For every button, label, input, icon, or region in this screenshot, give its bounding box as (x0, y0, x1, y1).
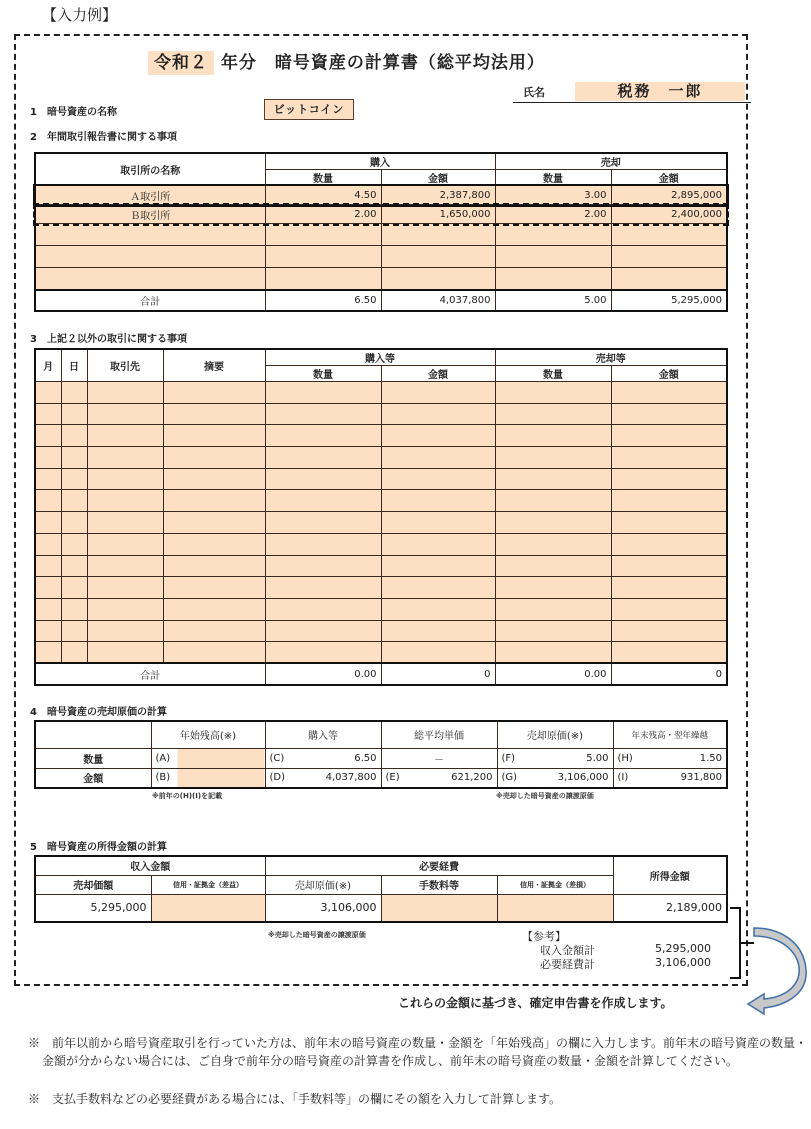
counterparty-cell[interactable] (87, 598, 163, 620)
era-field[interactable]: 令和２ (148, 51, 214, 75)
name-row (513, 82, 751, 103)
month-cell[interactable] (35, 447, 61, 469)
expense-total-value: 3,106,000 (655, 956, 711, 969)
buy-amount-cell[interactable] (381, 425, 495, 447)
sell-amount-cell[interactable] (611, 512, 727, 534)
table-row (35, 620, 727, 642)
misc-loss-cell[interactable] (497, 894, 613, 922)
corner-cell (35, 721, 151, 748)
sell-qty-cell[interactable] (495, 268, 611, 290)
income-total-label: 収入金額計 (540, 944, 595, 957)
sell-amount-cell[interactable] (611, 490, 727, 512)
counterparty-cell[interactable] (87, 447, 163, 469)
section3-heading: 3 上記２以外の取引に関する事項 (30, 334, 187, 345)
purchase-qty-cell (265, 748, 381, 768)
income-total-value: 5,295,000 (655, 942, 711, 955)
day-cell[interactable] (61, 512, 87, 534)
counterparty-cell[interactable] (87, 642, 163, 664)
table-row (35, 205, 727, 224)
col-buy-amount: 金額 (381, 170, 495, 186)
buy-qty-cell[interactable] (265, 468, 381, 490)
col-buy-amount: 金額 (381, 366, 495, 382)
section5-heading: 5 暗号資産の所得金額の計算 (30, 842, 167, 853)
sell-qty-cell[interactable] (495, 246, 611, 268)
buy-amount-cell[interactable] (381, 224, 495, 246)
counterparty-cell[interactable] (87, 555, 163, 577)
col-closing: 年末残高・翌年繰越 (613, 721, 727, 748)
summary-cell[interactable] (163, 642, 265, 664)
buy-amount-cell[interactable]: 2,387,800 (381, 186, 495, 205)
table-row (35, 577, 727, 599)
col-summary: 摘要 (163, 349, 265, 382)
col-sell: 売却 (495, 153, 727, 170)
exchange-cell[interactable] (35, 224, 265, 246)
col-expense: 必要経費 (265, 856, 613, 875)
buy-qty-cell[interactable]: 4.50 (265, 186, 381, 205)
sell-amount-cell[interactable] (611, 382, 727, 404)
buy-amount-cell[interactable] (381, 382, 495, 404)
buy-amount-cell[interactable] (381, 620, 495, 642)
table-row (35, 533, 727, 555)
cost-qty-cell (497, 748, 613, 768)
sell-amount-cell[interactable] (611, 642, 727, 664)
buy-qty-cell[interactable] (265, 598, 381, 620)
sell-qty-cell[interactable] (495, 224, 611, 246)
sell-qty-cell[interactable] (495, 425, 611, 447)
table-row (35, 224, 727, 246)
sell-qty-cell[interactable] (495, 598, 611, 620)
day-cell[interactable] (61, 642, 87, 664)
footnote-1: ※ 前年以前から暗号資産取引を行っていた方は、前年末の暗号資産の数量・金額を「年始残高」の欄に入力します。前年末の暗号資産の数量・金額が分からない場合には、ご自身で前年分の暗号資産の計算書を作成し、前年末の暗号資産の数量・金額を計算してください。 (28, 1036, 808, 1068)
note-cost: ※売却した暗号資産の譲渡原価 (496, 792, 594, 800)
income-amount-cell: 2,189,000 (613, 894, 727, 922)
summary-cell[interactable] (163, 598, 265, 620)
sell-qty-cell[interactable] (495, 555, 611, 577)
col-sell-qty: 数量 (495, 366, 611, 382)
counterparty-cell[interactable] (87, 620, 163, 642)
table-row (35, 268, 727, 290)
summary-cell[interactable] (163, 512, 265, 534)
income-calc-table (34, 855, 728, 923)
exchange-cell[interactable] (35, 268, 265, 290)
table-row (35, 490, 727, 512)
sell-amount-cell[interactable] (611, 447, 727, 469)
buy-amount-cell[interactable] (381, 403, 495, 425)
col-income-amount: 所得金額 (613, 856, 727, 894)
counterparty-cell[interactable] (87, 533, 163, 555)
month-cell[interactable] (35, 620, 61, 642)
buy-qty-cell[interactable] (265, 512, 381, 534)
col-month: 月 (35, 349, 61, 382)
avg-amount-value: 621,200 (451, 772, 493, 784)
code-d: (D) (269, 772, 286, 784)
section2-heading: 2 年間取引報告書に関する事項 (30, 132, 177, 143)
buy-qty-cell[interactable] (265, 382, 381, 404)
code-c: (C) (269, 752, 285, 764)
code-g: (G) (501, 772, 518, 784)
amount-row (35, 768, 727, 788)
callout-text: これらの金額に基づき、確定申告書を作成します。 (398, 996, 673, 1010)
table-row (35, 468, 727, 490)
name-label: 氏名 (523, 86, 545, 99)
day-cell[interactable] (61, 403, 87, 425)
page-title (148, 48, 545, 73)
sell-amount-cell[interactable] (611, 268, 727, 290)
buy-qty-cell[interactable] (265, 533, 381, 555)
total-sell-amount: 0 (611, 663, 727, 685)
day-cell[interactable] (61, 468, 87, 490)
day-cell[interactable] (61, 555, 87, 577)
curved-arrow-icon (728, 900, 811, 1020)
table-row (35, 403, 727, 425)
example-label: 【入力例】 (42, 6, 118, 24)
day-cell[interactable] (61, 490, 87, 512)
cost-amount-cell (497, 768, 613, 788)
day-cell[interactable] (61, 598, 87, 620)
sell-qty-cell[interactable] (495, 490, 611, 512)
col-misc-income: 信用・証拠金（差益） (151, 875, 265, 894)
summary-cell[interactable] (163, 382, 265, 404)
sell-amount-cell[interactable]: 2,400,000 (611, 205, 727, 224)
counterparty-cell[interactable] (87, 425, 163, 447)
col-sell: 売却等 (495, 349, 727, 366)
table-row (35, 186, 727, 205)
fees-cell[interactable] (381, 894, 497, 922)
buy-qty-cell[interactable] (265, 490, 381, 512)
table-row (35, 512, 727, 534)
summary-cell[interactable] (163, 447, 265, 469)
buy-amount-cell[interactable] (381, 468, 495, 490)
col-buy-qty: 数量 (265, 366, 381, 382)
sell-qty-cell[interactable] (495, 533, 611, 555)
total-buy-qty: 0.00 (265, 663, 381, 685)
summary-cell[interactable] (163, 533, 265, 555)
col-counterparty: 取引先 (87, 349, 163, 382)
cost-amount-value: 3,106,000 (557, 772, 609, 784)
sell-qty-cell[interactable]: 2.00 (495, 205, 611, 224)
opening-qty-cell[interactable] (151, 748, 265, 768)
name-field[interactable]: 税務 一郎 (575, 82, 745, 101)
buy-qty-cell[interactable] (265, 642, 381, 664)
total-row (35, 663, 727, 685)
summary-cell[interactable] (163, 620, 265, 642)
col-exchange: 取引所の名称 (35, 153, 265, 186)
buy-amount-cell[interactable] (381, 490, 495, 512)
purchase-qty-value: 6.50 (354, 752, 377, 764)
sell-amount-cell[interactable] (611, 425, 727, 447)
month-cell[interactable] (35, 598, 61, 620)
code-e: (E) (385, 772, 400, 784)
total-buy-qty: 6.50 (265, 290, 381, 311)
title-text: 年分 暗号資産の計算書（総平均法用） (214, 53, 545, 73)
sell-amount-cell[interactable] (611, 224, 727, 246)
summary-cell[interactable] (163, 468, 265, 490)
closing-qty-value: 1.50 (699, 752, 722, 764)
sell-qty-cell[interactable] (495, 577, 611, 599)
sell-qty-cell[interactable] (495, 620, 611, 642)
col-buy: 購入等 (265, 349, 495, 366)
sell-amount-cell[interactable] (611, 620, 727, 642)
month-cell[interactable] (35, 555, 61, 577)
buy-amount-cell[interactable]: 1,650,000 (381, 205, 495, 224)
sell-amount-cell[interactable]: 2,895,000 (611, 186, 727, 205)
buy-amount-cell[interactable] (381, 246, 495, 268)
sell-amount-cell[interactable] (611, 598, 727, 620)
day-cell[interactable] (61, 382, 87, 404)
month-cell[interactable] (35, 512, 61, 534)
col-misc-loss: 信用・証拠金（差損） (497, 875, 613, 894)
total-label: 合計 (35, 663, 265, 685)
sell-qty-cell[interactable] (495, 468, 611, 490)
total-label: 合計 (35, 290, 265, 311)
buy-qty-cell[interactable] (265, 555, 381, 577)
day-cell[interactable] (61, 620, 87, 642)
summary-cell[interactable] (163, 403, 265, 425)
other-transactions-body (35, 382, 727, 664)
qty-row (35, 748, 727, 768)
asset-name-field[interactable]: ビットコイン (264, 99, 354, 120)
counterparty-cell[interactable] (87, 403, 163, 425)
sale-price-cell: 5,295,000 (35, 894, 151, 922)
day-cell[interactable] (61, 447, 87, 469)
month-cell[interactable] (35, 533, 61, 555)
col-day: 日 (61, 349, 87, 382)
month-cell[interactable] (35, 490, 61, 512)
col-sell-qty: 数量 (495, 170, 611, 186)
summary-cell[interactable] (163, 425, 265, 447)
avg-amount-cell (381, 768, 497, 788)
month-cell[interactable] (35, 382, 61, 404)
counterparty-cell[interactable] (87, 468, 163, 490)
cost-qty-value: 5.00 (586, 752, 609, 764)
other-transactions-table (34, 348, 728, 686)
sell-amount-cell[interactable] (611, 533, 727, 555)
sell-amount-cell[interactable] (611, 403, 727, 425)
buy-qty-cell[interactable] (265, 577, 381, 599)
sell-amount-cell[interactable] (611, 468, 727, 490)
total-sell-qty: 0.00 (495, 663, 611, 685)
row-label-amount: 金額 (35, 768, 151, 788)
exchange-cell[interactable]: Ｂ取引所 (35, 205, 265, 224)
purchase-amount-cell (265, 768, 381, 788)
col-fees: 手数料等 (381, 875, 497, 894)
code-b: (B) (155, 772, 171, 784)
code-a: (A) (155, 752, 171, 764)
code-f: (F) (501, 752, 516, 764)
sell-amount-cell[interactable] (611, 246, 727, 268)
col-opening: 年始残高(※) (151, 721, 265, 748)
col-sale-price: 売却価額 (35, 875, 151, 894)
sell-qty-cell[interactable] (495, 447, 611, 469)
table-row (35, 447, 727, 469)
table-row (35, 246, 727, 268)
buy-amount-cell[interactable] (381, 598, 495, 620)
misc-income-cell[interactable] (151, 894, 265, 922)
cost-calc-table (34, 720, 728, 789)
month-cell[interactable] (35, 577, 61, 599)
reference-title: 【参考】 (522, 930, 566, 943)
col-income: 収入金額 (35, 856, 265, 875)
total-buy-amount: 0 (381, 663, 495, 685)
note-opening: ※前年の(H)(I)を記載 (152, 792, 223, 800)
summary-cell[interactable] (163, 577, 265, 599)
sell-amount-cell[interactable] (611, 555, 727, 577)
buy-qty-cell[interactable] (265, 425, 381, 447)
opening-amount-cell[interactable] (151, 768, 265, 788)
table-row (35, 382, 727, 404)
buy-amount-cell[interactable] (381, 447, 495, 469)
day-cell[interactable] (61, 577, 87, 599)
note-cost-5: ※売却した暗号資産の譲渡原価 (268, 931, 366, 939)
summary-cell[interactable] (163, 490, 265, 512)
buy-qty-cell[interactable] (265, 403, 381, 425)
table-row (35, 642, 727, 664)
total-sell-qty: 5.00 (495, 290, 611, 311)
month-cell[interactable] (35, 425, 61, 447)
total-sell-amount: 5,295,000 (611, 290, 727, 311)
avg-qty-cell: － (381, 748, 497, 768)
exchange-cell[interactable] (35, 246, 265, 268)
closing-qty-cell (613, 748, 727, 768)
sell-qty-cell[interactable]: 3.00 (495, 186, 611, 205)
code-i: (I) (617, 772, 629, 784)
table-row (35, 555, 727, 577)
sell-qty-cell[interactable] (495, 382, 611, 404)
counterparty-cell[interactable] (87, 382, 163, 404)
section1-heading: 1 暗号資産の名称 (30, 107, 117, 118)
sell-qty-cell[interactable] (495, 403, 611, 425)
buy-amount-cell[interactable] (381, 533, 495, 555)
buy-qty-cell[interactable] (265, 268, 381, 290)
buy-amount-cell[interactable] (381, 268, 495, 290)
col-buy-qty: 数量 (265, 170, 381, 186)
cost-cell: 3,106,000 (265, 894, 381, 922)
month-cell[interactable] (35, 642, 61, 664)
section4-heading: 4 暗号資産の売却原価の計算 (30, 707, 167, 718)
closing-amount-cell (613, 768, 727, 788)
counterparty-cell[interactable] (87, 490, 163, 512)
buy-qty-cell[interactable] (265, 224, 381, 246)
table-row (35, 598, 727, 620)
row-label-qty: 数量 (35, 748, 151, 768)
day-cell[interactable] (61, 533, 87, 555)
summary-cell[interactable] (163, 555, 265, 577)
col-avg-unit: 総平均単価 (381, 721, 497, 748)
sell-qty-cell[interactable] (495, 512, 611, 534)
exchange-cell[interactable]: Ａ取引所 (35, 186, 265, 205)
sell-qty-cell[interactable] (495, 642, 611, 664)
total-row (35, 290, 727, 311)
col-sell-amount: 金額 (611, 170, 727, 186)
counterparty-cell[interactable] (87, 577, 163, 599)
buy-amount-cell[interactable] (381, 577, 495, 599)
col-purchase: 購入等 (265, 721, 381, 748)
col-cost: 売却原価(※) (265, 875, 381, 894)
col-sell-amount: 金額 (611, 366, 727, 382)
buy-qty-cell[interactable] (265, 447, 381, 469)
total-buy-amount: 4,037,800 (381, 290, 495, 311)
month-cell[interactable] (35, 468, 61, 490)
purchase-amount-value: 4,037,800 (325, 772, 377, 784)
footnote-2: ※ 支払手数料などの必要経費がある場合には、「手数料等」の欄にその額を入力して計算します。 (28, 1092, 562, 1106)
buy-qty-cell[interactable]: 2.00 (265, 205, 381, 224)
counterparty-cell[interactable] (87, 512, 163, 534)
expense-total-label: 必要経費計 (540, 958, 595, 971)
col-cost: 売却原価(※) (497, 721, 613, 748)
sell-amount-cell[interactable] (611, 577, 727, 599)
day-cell[interactable] (61, 425, 87, 447)
month-cell[interactable] (35, 403, 61, 425)
buy-qty-cell[interactable] (265, 620, 381, 642)
closing-amount-value: 931,800 (680, 772, 722, 784)
table-row (35, 425, 727, 447)
col-buy: 購入 (265, 153, 495, 170)
annual-report-table (34, 152, 728, 312)
code-h: (H) (617, 752, 633, 764)
buy-amount-cell[interactable] (381, 642, 495, 664)
buy-qty-cell[interactable] (265, 246, 381, 268)
buy-amount-cell[interactable] (381, 555, 495, 577)
buy-amount-cell[interactable] (381, 512, 495, 534)
